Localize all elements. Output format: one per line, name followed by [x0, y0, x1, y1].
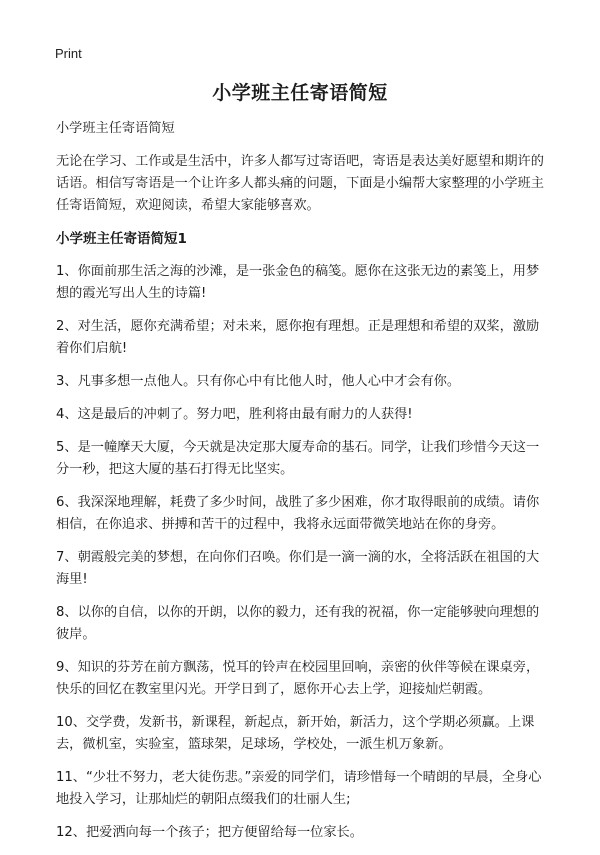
list-item: 4、这是最后的冲刺了。努力吧，胜利将由最有耐力的人获得! — [56, 407, 413, 422]
intro-paragraph: 无论在学习、工作或是生活中，许多人都写过寄语吧，寄语是表达美好愿望和期许的话语。相信写寄语是一个让许多人都头痛的问题，下面是小编帮大家整理的小学班主任寄语简短，欢迎阅读，希望大家能够喜欢。 — [56, 154, 544, 213]
print-link[interactable]: Print — [55, 46, 82, 61]
list-item: 9、知识的芬芳在前方飘荡，悦耳的铃声在校园里回响，亲密的伙伴等候在课桌旁，快乐的回忆在教室里闪光。开学日到了，愿你开心去上学，迎接灿烂朝霞。 — [56, 660, 540, 697]
document-body — [56, 118, 552, 855]
list-item: 12、把爱洒向每一个孩子；把方便留给每一位家长。 — [56, 825, 363, 840]
list-item: 6、我深深地理解，耗费了多少时间，战胜了多少困难，你才取得眼前的成绩。请你相信，在你追求、拼搏和苦干的过程中，我将永远面带微笑地站在你的身旁。 — [56, 495, 540, 532]
document-title: 小学班主任寄语简短 — [212, 82, 388, 104]
section-heading: 小学班主任寄语简短1 — [56, 231, 187, 247]
list-item: 11、“少壮不努力，老大徒伤悲。”亲爱的同学们，请珍惜每一个晴朗的早晨，全身心地投入学习，让那灿烂的朝阳点缀我们的壮丽人生; — [56, 770, 542, 807]
list-item: 5、是一幢摩天大厦，今天就是决定那大厦寿命的基石。同学，让我们珍惜今天这一分一秒，把这大厦的基石打得无比坚实。 — [56, 440, 540, 477]
list-item: 10、交学费，发新书，新课程，新起点，新开始，新活力，这个学期必须赢。上课去，微机室，实验室，篮球架，足球场，学校处，一派生机万象新。 — [56, 715, 535, 752]
list-item: 2、对生活，愿你充满希望；对未来，愿你抱有理想。正是理想和希望的双桨，激励着你们启航! — [56, 319, 540, 356]
list-item: 3、凡事多想一点他人。只有你心中有比他人时，他人心中才会有你。 — [56, 374, 461, 389]
list-item: 8、以你的自信，以你的开朗，以你的毅力，还有我的祝福，你一定能够驶向理想的彼岸。 — [56, 605, 540, 642]
document-subtitle: 小学班主任寄语简短 — [56, 121, 175, 136]
list-item: 7、朝霞般完美的梦想，在向你们召唤。你们是一滴一滴的水，全将活跃在祖国的大海里! — [56, 550, 540, 587]
list-item: 1、你面前那生活之海的沙滩，是一张金色的稿笺。愿你在这张无边的素笺上，用梦想的霞光写出人生的诗篇! — [56, 264, 540, 301]
